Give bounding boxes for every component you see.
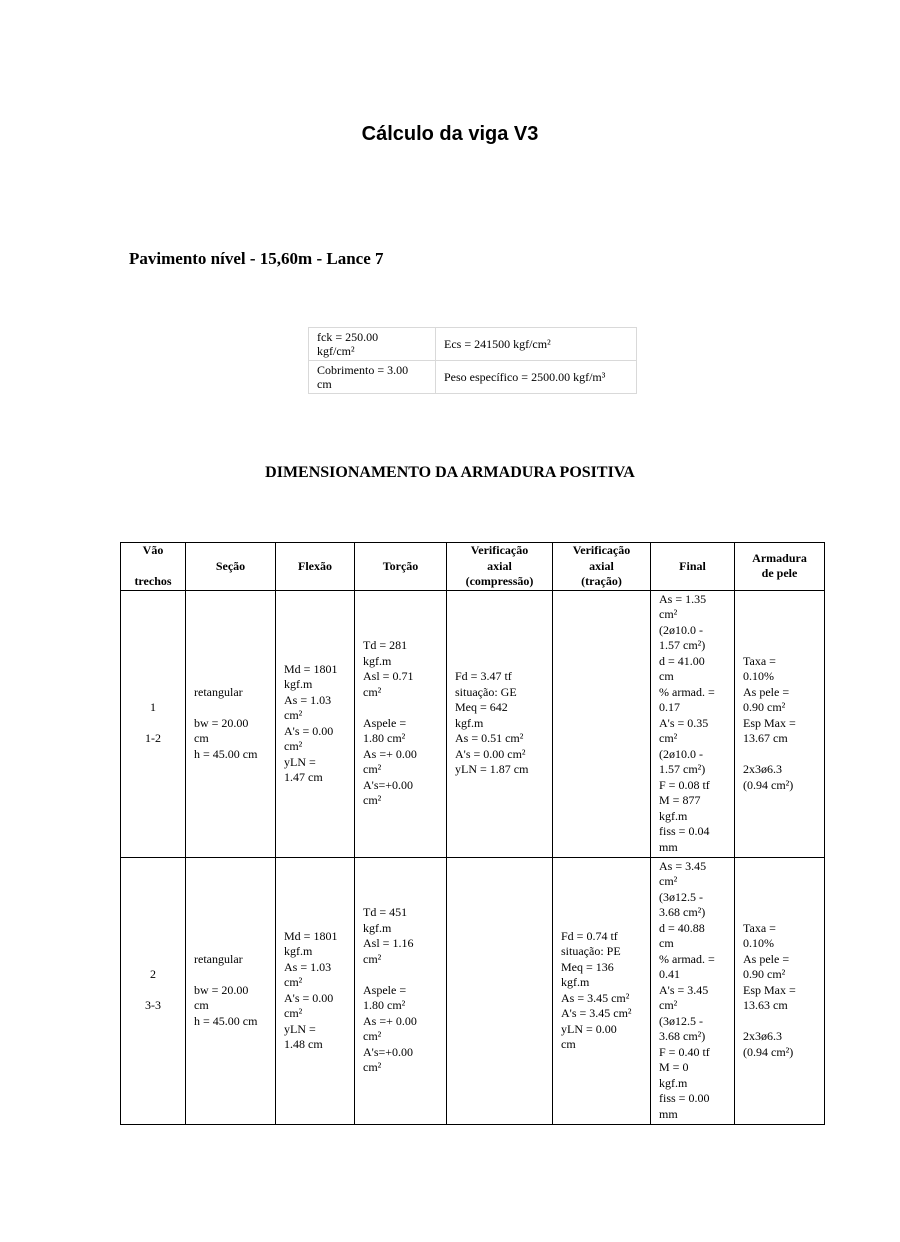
header-secao: Seção — [186, 543, 276, 591]
cell-verificacao-compressao: Fd = 3.47 tf situação: GE Meq = 642 kgf.m As = 0.51 cm² A's = 0.00 cm² yLN = 1.87 cm — [447, 590, 553, 857]
cell-torcao: Td = 281 kgf.m Asl = 0.71 cm² Aspele = 1.80 cm² As =+ 0.00 cm² A's=+0.00 cm² — [355, 590, 447, 857]
floor-subtitle: Pavimento nível - 15,60m - Lance 7 — [129, 249, 384, 268]
peso-especifico-value: Peso específico = 2500.00 kgf/m³ — [436, 361, 637, 394]
cell-final: As = 3.45 cm² (3ø12.5 - 3.68 cm²) d = 40.88 cm % armad. = 0.41 A's = 3.45 cm² (3ø12.5 - 3.68 cm²) F = 0.40 tf M = 0 kgf.m fiss = 0.00 mm — [651, 857, 735, 1124]
cell-torcao: Td = 451 kgf.m Asl = 1.16 cm² Aspele = 1.80 cm² As =+ 0.00 cm² A's=+0.00 cm² — [355, 857, 447, 1124]
header-verificacao-compressao: Verificação axial (compressão) — [447, 543, 553, 591]
cell-verificacao-compressao — [447, 857, 553, 1124]
cell-armadura-pele: Taxa = 0.10% As pele = 0.90 cm² Esp Max = 13.67 cm 2x3ø6.3 (0.94 cm²) — [735, 590, 825, 857]
properties-row — [309, 361, 637, 394]
cell-secao: retangular bw = 20.00 cm h = 45.00 cm — [186, 857, 276, 1124]
properties-row — [309, 328, 637, 361]
header-verificacao-tracao: Verificação axial (tração) — [553, 543, 651, 591]
table-row — [121, 857, 825, 1124]
material-properties-table — [308, 327, 637, 394]
cell-verificacao-tracao — [553, 590, 651, 857]
positive-reinforcement-table — [120, 542, 825, 1125]
cell-flexao: Md = 1801 kgf.m As = 1.03 cm² A's = 0.00 cm² yLN = 1.47 cm — [276, 590, 355, 857]
cell-final: As = 1.35 cm² (2ø10.0 - 1.57 cm²) d = 41.00 cm % armad. = 0.17 A's = 0.35 cm² (2ø10.0 - 1.57 cm²) F = 0.08 tf M = 877 kgf.m fiss = 0.04 mm — [651, 590, 735, 857]
cell-vao: 2 3-3 — [121, 857, 186, 1124]
section-title: DIMENSIONAMENTO DA ARMADURA POSITIVA — [265, 464, 635, 481]
table-row — [121, 590, 825, 857]
ecs-value: Ecs = 241500 kgf/cm² — [436, 328, 637, 361]
table-header-row — [121, 543, 825, 591]
header-armadura-pele: Armadura de pele — [735, 543, 825, 591]
cell-armadura-pele: Taxa = 0.10% As pele = 0.90 cm² Esp Max = 13.63 cm 2x3ø6.3 (0.94 cm²) — [735, 857, 825, 1124]
fck-value: fck = 250.00 kgf/cm² — [309, 328, 436, 361]
cell-vao: 1 1-2 — [121, 590, 186, 857]
cell-secao: retangular bw = 20.00 cm h = 45.00 cm — [186, 590, 276, 857]
header-vao: Vão trechos — [121, 543, 186, 591]
header-torcao: Torção — [355, 543, 447, 591]
cell-flexao: Md = 1801 kgf.m As = 1.03 cm² A's = 0.00 cm² yLN = 1.48 cm — [276, 857, 355, 1124]
header-flexao: Flexão — [276, 543, 355, 591]
cobrimento-value: Cobrimento = 3.00 cm — [309, 361, 436, 394]
page-title: Cálculo da viga V3 — [361, 123, 539, 145]
header-final: Final — [651, 543, 735, 591]
cell-verificacao-tracao: Fd = 0.74 tf situação: PE Meq = 136 kgf.m As = 3.45 cm² A's = 3.45 cm² yLN = 0.00 cm — [553, 857, 651, 1124]
